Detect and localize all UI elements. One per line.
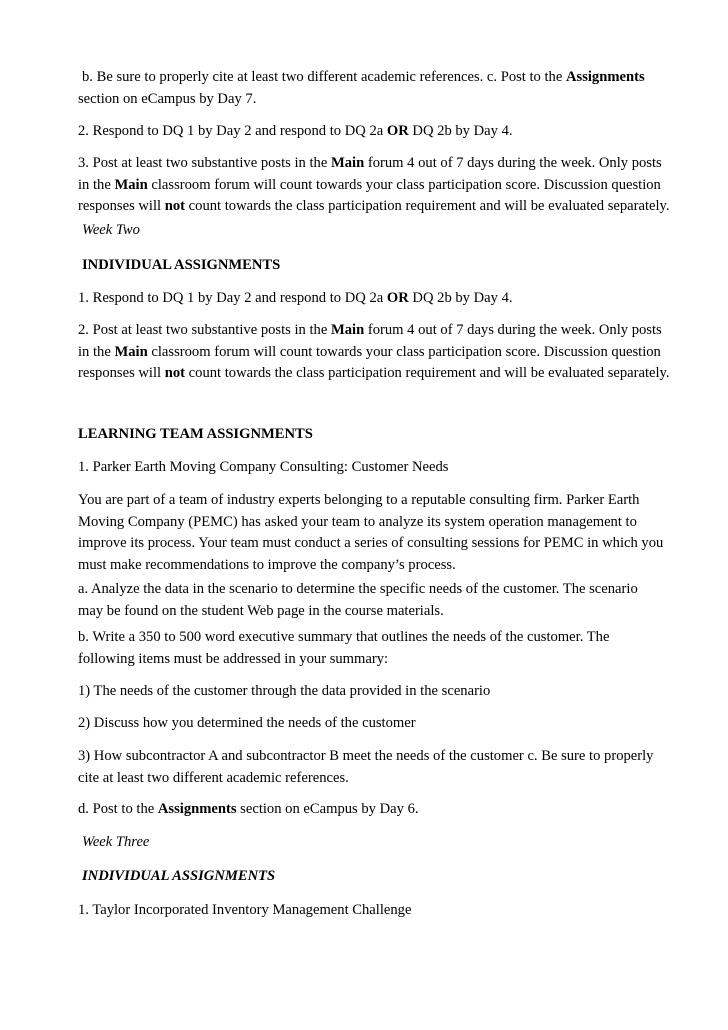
text-line: 3. Post at least two substantive posts in the Main forum 4 out of 7 days during the week. Only posts	[78, 155, 662, 171]
individual-assignments-heading: INDIVIDUAL ASSIGNMENTS	[82, 257, 281, 273]
paragraph-analyze-data: a. Analyze the data in the scenario to determine the specific needs of the customer. The scenario may be found on the student Web page in the course materials.	[78, 581, 638, 619]
paragraph-post-assignments	[78, 799, 678, 821]
text-line: 1. Respond to DQ 1 by Day 2 and respond to DQ 2a OR DQ 2b by Day 4.	[78, 290, 513, 306]
list-item-determined-needs: 2) Discuss how you determined the needs of the customer	[78, 715, 416, 731]
list-item-subcontractors: 3) How subcontractor A and subcontractor B meet the needs of the customer c. Be sure to properly cite at least two different academic references.	[78, 748, 654, 786]
text-line: 2. Post at least two substantive posts in the Main forum 4 out of 7 days during the week. Only posts	[78, 322, 662, 338]
paragraph-substantive-posts	[78, 153, 678, 218]
paragraph-cite-references	[78, 67, 678, 110]
paragraph-executive-summary: b. Write a 350 to 500 word executive summary that outlines the needs of the customer. The following items must be addressed in your summary:	[78, 629, 610, 667]
text-line: 2. Respond to DQ 1 by Day 2 and respond to DQ 2a OR DQ 2b by Day 4.	[78, 123, 513, 139]
list-item-customer-needs: 1) The needs of the customer through the data provided in the scenario	[78, 683, 491, 699]
week-two-heading: Week Two	[82, 222, 140, 238]
text-line: responses will not count towards the class participation requirement and will be evaluated separately.	[78, 198, 670, 214]
text-line: responses will not count towards the class participation requirement and will be evaluated separately.	[78, 365, 670, 381]
learning-team-assignments-heading: LEARNING TEAM ASSIGNMENTS	[78, 426, 313, 442]
paragraph-respond-dq	[78, 121, 678, 143]
paragraph-taylor-inventory: 1. Taylor Incorporated Inventory Management Challenge	[78, 902, 412, 918]
paragraph-respond-dq-week-two	[78, 288, 678, 310]
text-line: in the Main classroom forum will count towards your class participation score. Discussion question	[78, 176, 661, 193]
week-three-heading: Week Three	[82, 834, 150, 850]
text-line: d. Post to the Assignments section on eCampus by Day 6.	[78, 801, 419, 817]
text-line: in the Main classroom forum will count towards your class participation score. Discussion question	[78, 343, 661, 360]
text-line: section on eCampus by Day 7.	[78, 90, 257, 107]
paragraph-parker-earth-title: 1. Parker Earth Moving Company Consulting: Customer Needs	[78, 459, 449, 475]
paragraph-scenario-intro: You are part of a team of industry experts belonging to a reputable consulting firm. Parker Earth Moving Company (PEMC) has asked your team to analyze its system operation management to improve its process. Your team must conduct a series of consulting sessions for PEMC in which you must make recommendations to improve the company’s process.	[78, 492, 664, 573]
individual-assignments-heading-week-three: INDIVIDUAL ASSIGNMENTS	[82, 868, 276, 884]
paragraph-substantive-posts-week-two	[78, 320, 678, 385]
text-line: b. Be sure to properly cite at least two different academic references. c. Post to the Assignments	[82, 69, 645, 85]
